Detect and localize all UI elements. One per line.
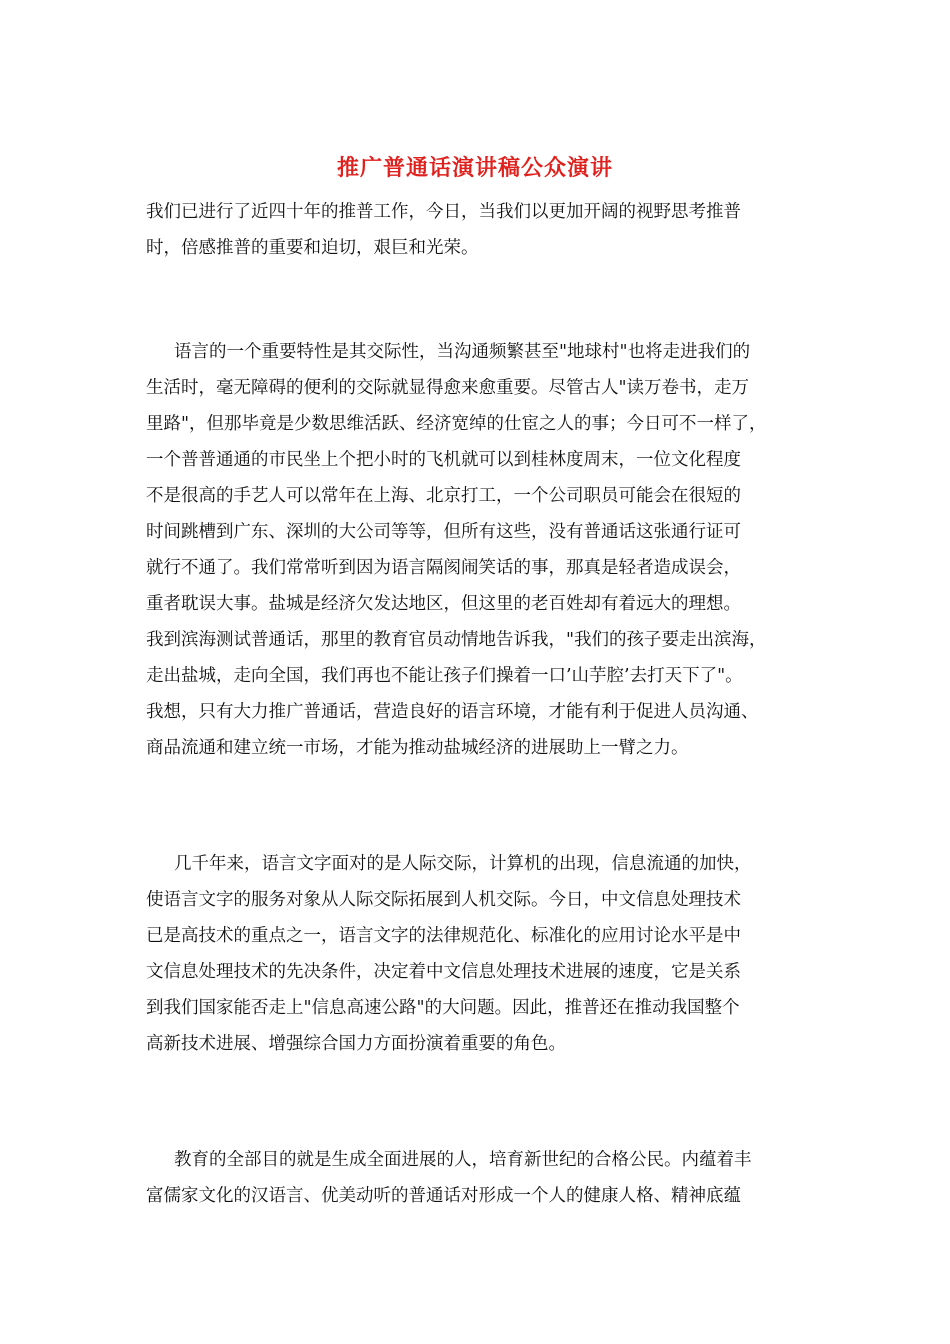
paragraph-3-line-6: 高新技术进展、增强综合国力方面扮演着重要的角色。 <box>146 1034 566 1054</box>
paragraph-3-line-2: 使语言文字的服务对象从人际交际拓展到人机交际。今日，中文信息处理技术 <box>146 890 741 910</box>
paragraph-2-line-6: 时间跳槽到广东、深圳的大公司等等，但所有这些，没有普通话这张通行证可 <box>146 522 741 542</box>
document-title: 推广普通话演讲稿公众演讲 <box>336 155 613 181</box>
paragraph-1-line-1: 我们已进行了近四十年的推普工作，今日，当我们以更加开阔的视野思考推普 <box>146 202 741 222</box>
paragraph-3-line-3: 已是高技术的重点之一，语言文字的法律规范化、标准化的应用讨论水平是中 <box>146 926 741 946</box>
paragraph-2-line-5: 不是很高的手艺人可以常年在上海、北京打工，一个公司职员可能会在很短的 <box>146 486 741 506</box>
paragraph-2-line-3: 里路"，但那毕竟是少数思维活跃、经济宽绰的仕宦之人的事；今日可不一样了， <box>146 414 767 434</box>
paragraph-2-line-1: 语言的一个重要特性是其交际性，当沟通频繁甚至"地球村"也将走进我们的 <box>174 342 751 362</box>
paragraph-2-line-2: 生活时，毫无障碍的便利的交际就显得愈来愈重要。尽管古人"读万卷书，走万 <box>146 378 750 398</box>
paragraph-3-line-4: 文信息处理技术的先决条件，决定着中文信息处理技术进展的速度，它是关系 <box>146 962 741 982</box>
paragraph-4-line-1: 教育的全部目的就是生成全面进展的人，培育新世纪的合格公民。内蕴着丰 <box>174 1150 752 1170</box>
paragraph-3-line-5: 到我们国家能否走上"信息高速公路"的大问题。因此，推普还在推动我国整个 <box>146 998 740 1018</box>
paragraph-1-line-2: 时，倍感推普的重要和迫切，艰巨和光荣。 <box>146 238 479 258</box>
paragraph-2-line-12: 商品流通和建立统一市场，才能为推动盐城经济的进展助上一臂之力。 <box>146 738 689 758</box>
paragraph-3-line-1: 几千年来，语言文字面对的是人际交际，计算机的出现，信息流通的加快， <box>174 854 752 874</box>
paragraph-2-line-8: 重者耽误大事。盐城是经济欠发达地区，但这里的老百姓却有着远大的理想。 <box>146 594 741 614</box>
paragraph-2-line-11: 我想，只有大力推广普通话，营造良好的语言环境，才能有利于促进人员沟通、 <box>146 702 759 722</box>
paragraph-2-line-10: 走出盐城，走向全国，我们再也不能让孩子们操着一口’山芋腔’去打天下了"。 <box>146 666 743 686</box>
paragraph-2-line-9: 我到滨海测试普通话，那里的教育官员动情地告诉我，"我们的孩子要走出滨海， <box>146 630 767 650</box>
paragraph-2-line-7: 就行不通了。我们常常听到因为语言隔阂闹笑话的事，那真是轻者造成误会， <box>146 558 741 578</box>
paragraph-4-line-2: 富儒家文化的汉语言、优美动听的普通话对形成一个人的健康人格、精神底蕴 <box>146 1186 741 1206</box>
paragraph-2-line-4: 一个普普通通的市民坐上个把小时的飞机就可以到桂林度周末，一位文化程度 <box>146 450 741 470</box>
